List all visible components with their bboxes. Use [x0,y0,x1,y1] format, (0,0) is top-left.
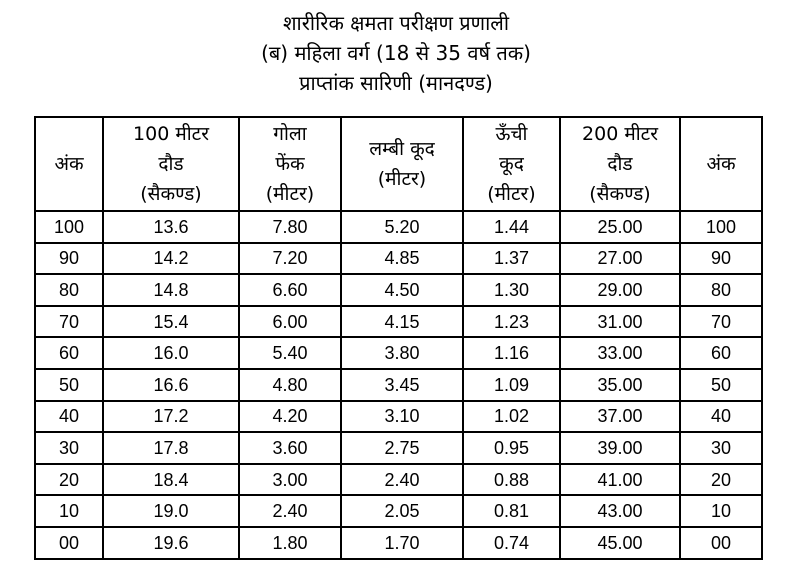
column-header-line: अंक [54,153,84,175]
run-100m-cell: 17.2 [103,401,239,433]
high-jump-cell: 0.81 [463,495,560,527]
document-subtitle-table: प्राप्तांक सारिणी (मानदण्ड) [299,71,493,95]
shot-put-cell: 3.60 [239,432,341,464]
long-jump-cell: 4.15 [341,306,463,338]
shot-put-cell: 4.80 [239,369,341,401]
long-jump-cell: 4.85 [341,243,463,275]
column-header-line: दौड [158,153,184,175]
long-jump-cell: 1.70 [341,527,463,559]
high-jump-cell: 0.95 [463,432,560,464]
high-jump-cell: 0.88 [463,464,560,496]
run-100m-cell: 15.4 [103,306,239,338]
header-long-jump [341,117,463,211]
high-jump-cell: 1.44 [463,211,560,243]
points-cell: 30 [35,432,103,464]
header-points-right [680,117,762,211]
long-jump-cell: 3.80 [341,337,463,369]
points-cell-right: 90 [680,243,762,275]
run-200m-cell: 37.00 [560,401,680,433]
table-row [35,243,762,275]
points-cell-right: 20 [680,464,762,496]
run-100m-cell: 19.0 [103,495,239,527]
run-100m-cell: 17.8 [103,432,239,464]
column-header-line: अंक [706,153,736,175]
high-jump-cell: 1.30 [463,274,560,306]
column-header-line: गोला [273,123,307,145]
table-row [35,495,762,527]
column-header-line: (मीटर) [377,168,427,190]
table-row [35,401,762,433]
points-cell: 100 [35,211,103,243]
run-200m-cell: 45.00 [560,527,680,559]
shot-put-cell: 6.00 [239,306,341,338]
long-jump-cell: 2.75 [341,432,463,464]
run-200m-cell: 35.00 [560,369,680,401]
header-points [35,117,103,211]
run-200m-cell: 25.00 [560,211,680,243]
table-row [35,432,762,464]
points-cell: 70 [35,306,103,338]
shot-put-cell: 1.80 [239,527,341,559]
column-header-line: (मीटर) [265,183,315,205]
score-table-body [35,211,762,559]
run-100m-cell: 16.0 [103,337,239,369]
table-row [35,337,762,369]
points-cell: 60 [35,337,103,369]
shot-put-cell: 7.80 [239,211,341,243]
points-cell-right: 10 [680,495,762,527]
run-100m-cell: 14.2 [103,243,239,275]
run-200m-cell: 27.00 [560,243,680,275]
long-jump-cell: 3.45 [341,369,463,401]
points-cell-right: 50 [680,369,762,401]
document-subtitle-category: (ब) महिला वर्ग (18 से 35 वर्ष तक) [261,41,531,65]
column-header-line: दौड [607,153,633,175]
long-jump-cell: 2.05 [341,495,463,527]
column-header-line: कूद [499,153,524,175]
table-row [35,211,762,243]
high-jump-cell: 1.09 [463,369,560,401]
column-header-line: ऊँची [495,123,528,145]
points-cell: 50 [35,369,103,401]
high-jump-cell: 1.37 [463,243,560,275]
points-cell-right: 30 [680,432,762,464]
long-jump-cell: 5.20 [341,211,463,243]
column-header-line: 200 मीटर [582,123,658,145]
points-cell-right: 40 [680,401,762,433]
long-jump-cell: 4.50 [341,274,463,306]
header-100m-run [103,117,239,211]
shot-put-cell: 5.40 [239,337,341,369]
header-high-jump [463,117,560,211]
column-header-line: (सैकण्ड) [140,183,202,205]
column-header-line: (सैकण्ड) [589,183,651,205]
run-100m-cell: 19.6 [103,527,239,559]
high-jump-cell: 1.02 [463,401,560,433]
points-cell-right: 80 [680,274,762,306]
long-jump-cell: 3.10 [341,401,463,433]
header-row [35,117,762,211]
table-row [35,306,762,338]
high-jump-cell: 1.16 [463,337,560,369]
document-title-block [0,8,792,98]
points-cell: 00 [35,527,103,559]
long-jump-cell: 2.40 [341,464,463,496]
table-row [35,464,762,496]
run-200m-cell: 31.00 [560,306,680,338]
column-header-line: फेंक [275,153,305,175]
run-100m-cell: 14.8 [103,274,239,306]
run-200m-cell: 29.00 [560,274,680,306]
table-row [35,274,762,306]
table-row [35,369,762,401]
shot-put-cell: 7.20 [239,243,341,275]
points-cell: 20 [35,464,103,496]
shot-put-cell: 3.00 [239,464,341,496]
high-jump-cell: 0.74 [463,527,560,559]
column-header-line: 100 मीटर [133,123,209,145]
shot-put-cell: 4.20 [239,401,341,433]
score-table-head [35,117,762,211]
shot-put-cell: 2.40 [239,495,341,527]
run-100m-cell: 18.4 [103,464,239,496]
run-200m-cell: 33.00 [560,337,680,369]
document-title: शारीरिक क्षमता परीक्षण प्रणाली [282,11,510,35]
points-cell-right: 00 [680,527,762,559]
shot-put-cell: 6.60 [239,274,341,306]
column-header-line: लम्बी कूद [369,138,435,160]
run-200m-cell: 41.00 [560,464,680,496]
run-200m-cell: 39.00 [560,432,680,464]
points-cell: 10 [35,495,103,527]
points-cell: 90 [35,243,103,275]
header-200m-run [560,117,680,211]
points-cell: 40 [35,401,103,433]
points-cell-right: 60 [680,337,762,369]
run-100m-cell: 16.6 [103,369,239,401]
run-100m-cell: 13.6 [103,211,239,243]
points-cell: 80 [35,274,103,306]
table-row [35,527,762,559]
header-shot-put [239,117,341,211]
high-jump-cell: 1.23 [463,306,560,338]
column-header-line: (मीटर) [487,183,536,205]
run-200m-cell: 43.00 [560,495,680,527]
points-cell-right: 100 [680,211,762,243]
score-table [34,116,763,560]
points-cell-right: 70 [680,306,762,338]
